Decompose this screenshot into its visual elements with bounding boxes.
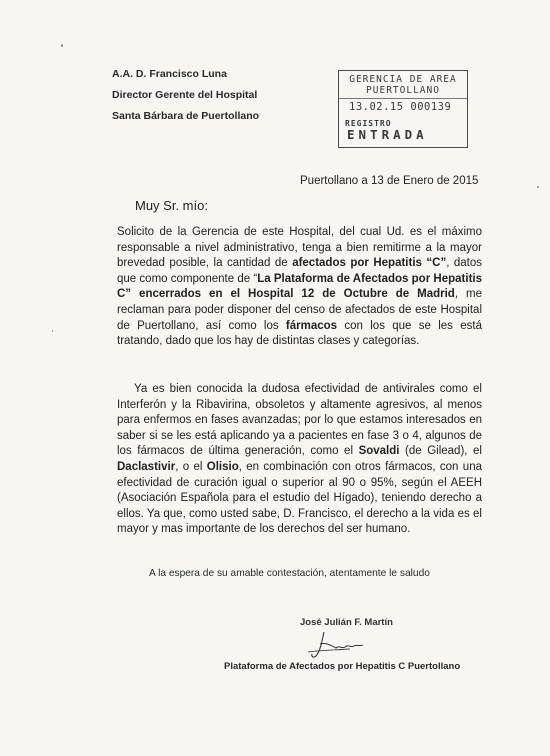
p2-text-3: , o el [175,460,207,473]
stamp-line-1: GERENCIA DE AREA [349,74,457,85]
closing-line: A la espera de su amable contestación, atentamente le saludo [149,568,430,579]
p1-bold-1: afectados por Hepatitis “C” [292,257,447,270]
paper-speck [52,330,53,332]
letter-date: Puertollano a 13 de Enero de 2015 [300,175,479,187]
p1-text-1: Solicito de la Gerencia de este Hospital, del cual Ud. es el máximo responsable a nivel administrativo, tenga a bien remitirme a la mayor brevedad posible, la cantidad de [117,226,482,270]
p1-text-3: , me reclaman para poder disponer del censo de afectados de este Hospital de Puertollano, así como los [117,288,482,332]
addressee-title: Director Gerente del Hospital [112,89,258,101]
paper-speck [537,186,539,188]
signer-name: José Julián F. Martín [300,617,393,628]
p2-bold-3: Olisio [206,460,239,473]
stamp-entrada: ENTRADA [347,127,428,142]
p1-text-4: con los que se les está tratando, dado que los hay de distintas clases y categorías. [117,319,482,348]
p2-text-1: Ya es bien conocida la dudosa efectividad de antivirales como el Interferón y la Ribavirina, obsoletos y altamente agresivos, al menos para enfermos en fases avanzadas; por lo que estamos interesados en saber si se les está aplicando ya a pacientes en fase 3 o 4, algunos de los fármacos de última generación, como el [117,383,482,458]
p2-bold-2: Daclastivir [117,460,176,473]
paper-speck [61,44,63,47]
organization-name: Plataforma de Afectados por Hepatitis C Puertollano [224,661,461,672]
p1-bold-2: La Plataforma de Afectados por Hepatitis C” encerrados en el Hospital 12 de Octubre de Madrid [117,272,482,301]
stamp-line-2: PUERTOLLANO [366,85,440,96]
stamp-divider [339,98,467,99]
paragraph-1 [117,225,482,350]
p2-text-2: (de Gilead), el [399,445,482,458]
addressee-block [112,64,259,127]
p2-bold-1: Sovaldi [358,445,400,458]
greeting: Muy Sr. mío: [135,198,208,213]
stamp-number: 13.02.15 000139 [349,101,452,113]
p2-text-4: , en combinación con otros fármacos, con una efectividad de curación igual o superior al 90 o 95%, según el AEEH (Asociación Española para el estudio del Hígado), teniendo derecho a ellos. Ya que, como usted sabe, D. Francisco, el derecho a la vida es el mayor y mas importante de los derechos del ser humano. [117,460,482,536]
paragraph-2 [117,382,482,538]
addressee-hospital: Santa Bárbara de Puertollano [112,110,260,122]
registry-stamp [338,70,468,148]
addressee-name: A.A. D. Francisco Luna [112,68,227,80]
stamp-registro: REGISTRO [345,119,392,128]
p1-bold-3: fármacos [285,319,338,332]
p1-text-2: , datos que como componente de “ [117,257,483,285]
handwritten-signature [306,628,366,660]
